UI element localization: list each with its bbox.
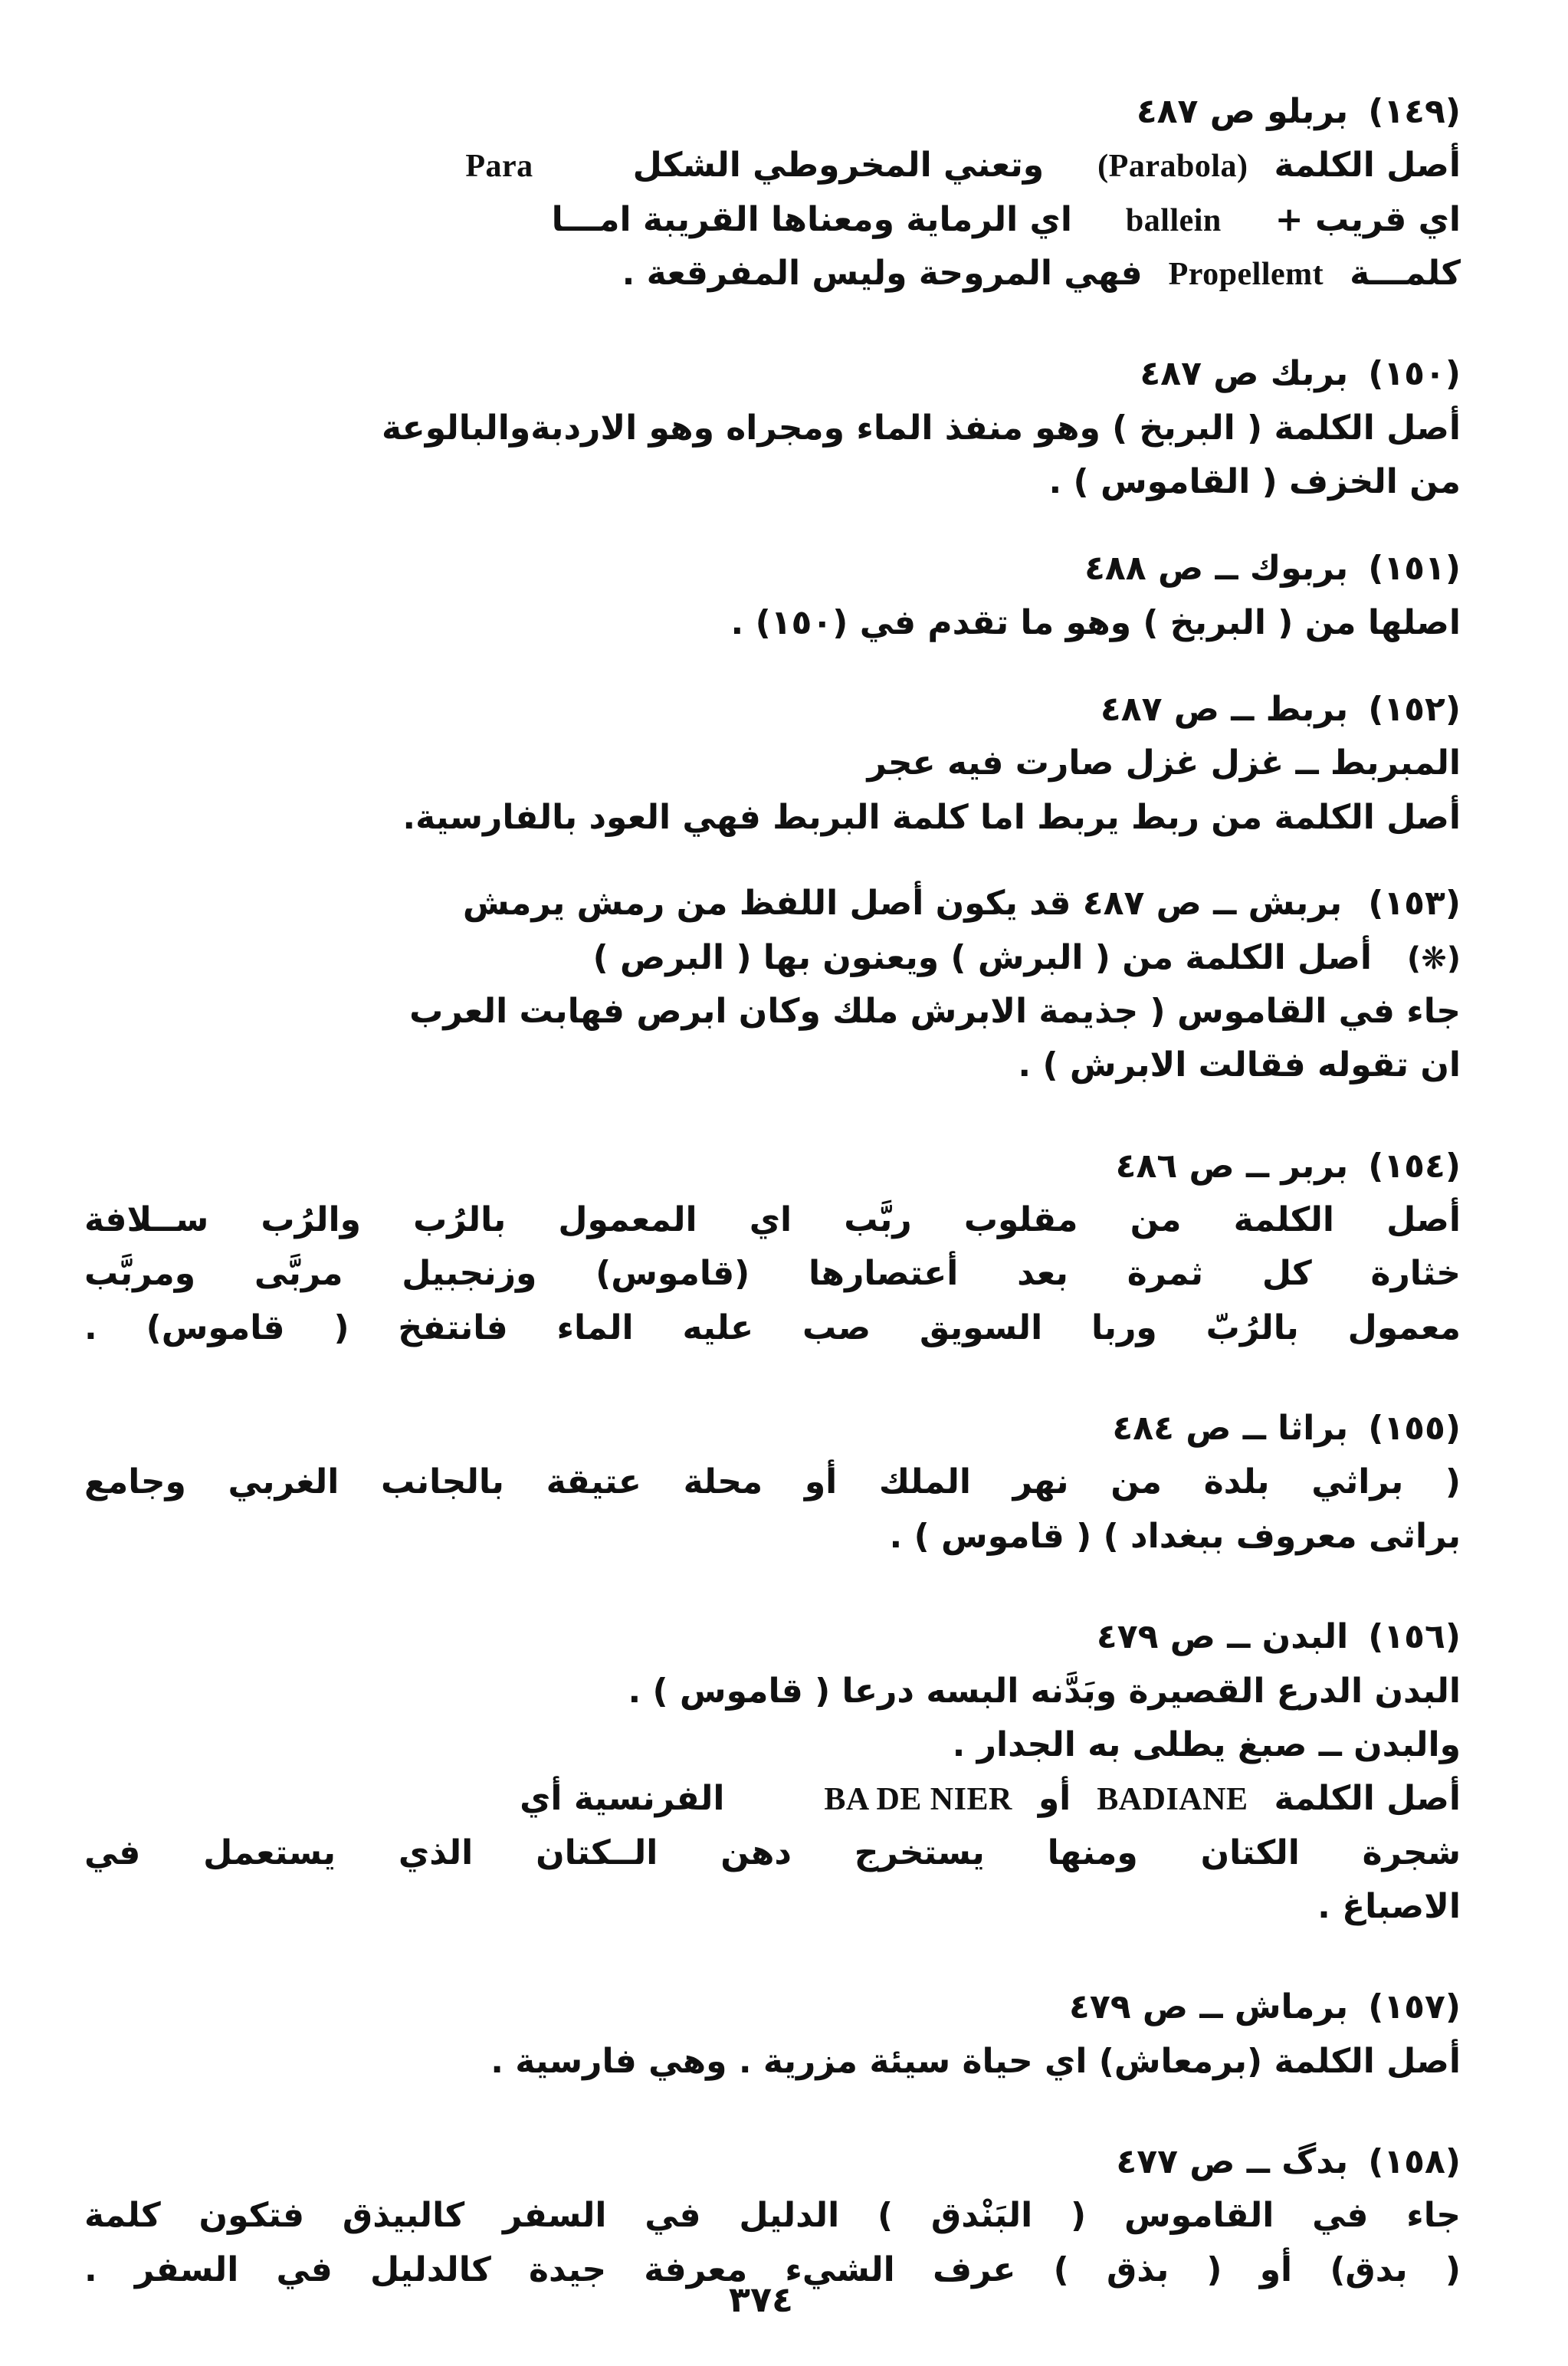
entry-number-153: (١٥٣) [1368, 884, 1461, 924]
dictionary-entry-151 [84, 541, 1461, 650]
latin-term-ba-de-nier: BA DE NIER [824, 1782, 1012, 1818]
dictionary-entry-154 [84, 1139, 1461, 1355]
entry-heading-154 [84, 1139, 1461, 1193]
entry-158-line-2: ( بدق) أو ( بذق ) عرف الشيء معرفة جيدة كالدليل في السفر . [84, 2250, 1461, 2289]
entry-153-line-2: جاء في القاموس ( جذيمة الابرش ملك وكان ابرص فهابت العرب [409, 991, 1461, 1031]
entry-149-line-3 [84, 247, 1461, 300]
latin-term-propellemt: Propellemt [1168, 257, 1324, 293]
entry-headword-154: بربر ــ ص ٤٨٦ [1115, 1146, 1349, 1186]
entry-155-line-1: ( براثي بلدة من نهر الملك أو محلة عتيقة بالجانب الغربي وجامع [84, 1462, 1461, 1502]
entry-156-line-4: شجرة الكتان ومنها يستخرج دهن الــكتان الذي يستعمل في [84, 1833, 1461, 1872]
entry-number-156: (١٥٦) [1368, 1617, 1461, 1657]
asterisk-marker-icon: (❋) [1406, 940, 1461, 976]
line-post-text: فهي المروحة وليس المفرقعة . [622, 254, 1143, 294]
dictionary-entry-158 [84, 2135, 1461, 2297]
line-post-text: وتعني المخروطي الشكل [632, 146, 1045, 185]
entry-headword-156: البدن ــ ص ٤٧٩ [1096, 1617, 1349, 1657]
entry-headword-155: براثا ــ ص ٤٨٤ [1112, 1409, 1349, 1449]
entry-heading-153 [84, 877, 1461, 930]
entry-headword-157: برماش ــ ص ٤٧٩ [1069, 1987, 1349, 2027]
entry-149-line-1 [84, 139, 1461, 192]
line-pre-text: أصل الكلمة [1274, 1779, 1461, 1819]
entry-150-line-2: من الخزف ( القاموس ) . [1048, 462, 1461, 502]
entry-156-line-1: البدن الدرع القصيرة وبَدَّنه البسه درعا ( قاموس ) . [628, 1671, 1461, 1711]
entry-headword-149: بربلو ص ٤٨٧ [1136, 92, 1349, 131]
entry-152-line-2: أصل الكلمة من ربط يربط اما كلمة البربط فهي العود بالفارسية. [402, 797, 1461, 837]
entry-number-152: (١٥٢) [1368, 690, 1461, 730]
entry-heading-149 [84, 84, 1461, 139]
entry-156-line-2: والبدن ــ صبغ يطلى به الجدار . [952, 1724, 1461, 1764]
entry-number-154: (١٥٤) [1368, 1146, 1461, 1186]
latin-term-para: Para [465, 149, 533, 185]
entry-151-line-1: اصلها من ( البربخ ) وهو ما تقدم في (١٥٠) . [730, 602, 1461, 642]
entry-150-line-1: أصل الكلمة ( البربخ ) وهو منفذ الماء ومجراه وهو الاردبةوالبالوعة [381, 408, 1461, 448]
entry-155-line-2: براثى معروف ببغداد ) ( قاموس ) . [889, 1516, 1461, 1556]
entry-156-line-3 [84, 1772, 1461, 1826]
entry-152-line-1: المبربط ــ غزل غزل صارت فيه عجر [867, 743, 1461, 783]
entry-headword-153: بربش ــ ص ٤٨٧ قد يكون أصل اللفظ من رمش يرمش [462, 884, 1343, 924]
entry-headword-151: بربوك ــ ص ٤٨٨ [1084, 549, 1349, 589]
entry-153-line-1 [84, 931, 1461, 985]
entry-153-line-3: ان تقوله فقالت الابرش ) . [1018, 1045, 1461, 1085]
entry-number-157: (١٥٧) [1368, 1987, 1461, 2027]
entry-154-line-1: أصل الكلمة من مقلوب ربَّب اي المعمول بالرُب والرُب ســلافة [84, 1200, 1461, 1240]
entry-heading-155 [84, 1401, 1461, 1455]
entry-149-line-2 [84, 193, 1461, 247]
entry-number-150: (١٥٠) [1368, 354, 1461, 394]
entry-heading-152 [84, 682, 1461, 737]
entry-158-line-1: جاء في القاموس ( البَنْدق ) الدليل في السفر كالبيذق فتكون كلمة [84, 2196, 1461, 2236]
entry-154-line-2: خثارة كل ثمرة بعد أعتصارها (قاموس) وزنجبيل مربَّى ومربَّب [84, 1254, 1461, 1294]
entry-number-149: (١٤٩) [1368, 92, 1461, 131]
line-post-text: الفرنسية أي [520, 1779, 725, 1819]
line-pre-text: اي قريب + [1274, 199, 1461, 239]
entry-headword-150: بربك ص ٤٨٧ [1140, 354, 1349, 394]
entry-number-151: (١٥١) [1368, 549, 1461, 589]
line-mid-text: أو [1038, 1779, 1071, 1819]
dictionary-entry-150 [84, 346, 1461, 509]
line-post-text: اي الرماية ومعناها القريبة امـــا [551, 199, 1072, 239]
entry-heading-157 [84, 1980, 1461, 2034]
line-pre-text: أصل الكلمة [1274, 146, 1461, 185]
entry-157-line-1: أصل الكلمة (برمعاش) اي حياة سيئة مزرية . وهي فارسية . [490, 2041, 1461, 2081]
entry-153-line-1-text: أصل الكلمة من ( البرش ) ويعنون بها ( البرص ) [592, 937, 1372, 977]
latin-term-ballein: ballein [1125, 202, 1222, 238]
dictionary-entry-149 [84, 84, 1461, 300]
latin-term-parabola: (Parabola) [1097, 149, 1248, 185]
line-pre-text: كلمـــة [1350, 254, 1461, 294]
dictionary-entry-156 [84, 1610, 1461, 1934]
entry-heading-158 [84, 2135, 1461, 2189]
dictionary-entry-157 [84, 1980, 1461, 2089]
dictionary-entry-155 [84, 1401, 1461, 1564]
dictionary-entry-153 [84, 877, 1461, 1093]
entry-headword-152: بربط ــ ص ٤٨٧ [1100, 690, 1349, 730]
entry-heading-156 [84, 1610, 1461, 1664]
dictionary-entry-152 [84, 682, 1461, 845]
page-number: ٣٧٤ [728, 2279, 794, 2320]
entry-heading-151 [84, 541, 1461, 596]
entry-headword-158: بدگ ــ ص ٤٧٧ [1116, 2142, 1349, 2182]
entry-154-line-3: معمول بالرُبّ وربا السويق صب عليه الماء فانتفخ ( قاموس) . [84, 1308, 1461, 1347]
entry-number-155: (١٥٥) [1368, 1409, 1461, 1449]
entry-heading-150 [84, 346, 1461, 401]
entry-number-158: (١٥٨) [1368, 2142, 1461, 2182]
latin-term-badiane: BADIANE [1097, 1782, 1248, 1818]
entry-156-line-5: الاصباغ . [1317, 1887, 1461, 1927]
